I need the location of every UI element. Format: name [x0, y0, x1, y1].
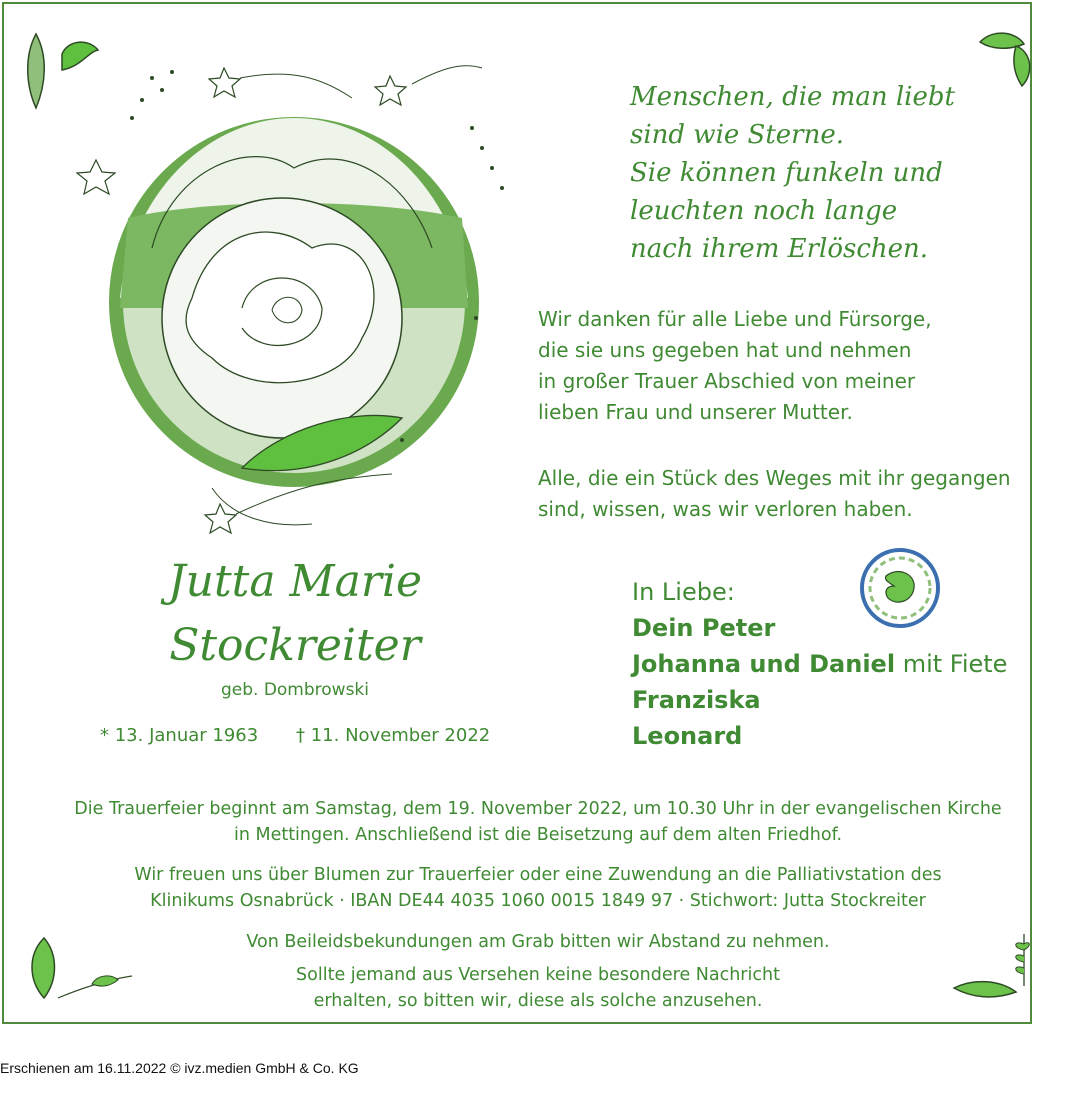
donation-notice: [60, 862, 1016, 914]
gratitude-paragraph: [538, 304, 932, 428]
birth-date: * 13. Januar 1963: [100, 725, 259, 746]
distance-notice: Von Beileidsbekundungen am Grab bitten wir Abstand zu nehmen.: [246, 932, 830, 952]
journey-line: sind, wissen, was wir verloren haben.: [538, 497, 913, 521]
death-date: † 11. November 2022: [296, 725, 491, 746]
rose-wreath-illustration: [72, 48, 532, 548]
donation-line: Klinikums Osnabrück · IBAN DE44 4035 1060 0015 1849 97 · Stichwort: Jutta Stockreiter: [150, 891, 926, 911]
deceased-last-name: Stockreiter: [169, 620, 421, 671]
service-line: Die Trauerfeier beginnt am Samstag, dem 19. November 2022, um 10.30 Uhr in der evangelischen Kirche: [74, 799, 1002, 819]
gratitude-line: die sie uns gegeben hat und nehmen: [538, 338, 912, 362]
journey-line: Alle, die ein Stück des Weges mit ihr gegangen: [538, 466, 1011, 490]
quote-line: Menschen, die man liebt: [630, 82, 955, 112]
mourner-name-extra: mit Fiete: [895, 650, 1008, 678]
quote-line: Sie können funkeln und: [630, 158, 943, 188]
mourner-name: Dein Peter: [632, 614, 776, 642]
maiden-name: geb. Dombrowski: [220, 680, 370, 700]
mourner-name: Franziska: [632, 686, 761, 714]
quote-line: sind wie Sterne.: [630, 120, 845, 150]
donation-line: Wir freuen uns über Blumen zur Trauerfeier oder eine Zuwendung an die Palliativstation des: [134, 865, 942, 885]
service-line: in Mettingen. Anschließend ist die Beisetzung auf dem alten Friedhof.: [233, 825, 843, 845]
gratitude-line: Wir danken für alle Liebe und Fürsorge,: [538, 307, 932, 331]
quote-line: nach ihrem Erlöschen.: [630, 234, 929, 264]
gratitude-line: lieben Frau und unserer Mutter.: [538, 400, 853, 424]
notification-notice: [60, 962, 1016, 1014]
journey-paragraph: [538, 463, 1011, 525]
mourners-intro: In Liebe:: [632, 578, 735, 606]
deceased-first-names: Jutta Marie: [168, 556, 422, 607]
service-notice: [60, 796, 1016, 848]
notification-line: erhalten, so bitten wir, diese als solche anzusehen.: [313, 991, 763, 1011]
mourner-name: Leonard: [632, 722, 743, 750]
quote-text: [630, 78, 955, 268]
leaf-top-right-icon: [976, 26, 1036, 90]
gratitude-line: in großer Trauer Abschied von meiner: [538, 369, 916, 393]
mourners-list: [632, 574, 1007, 754]
notification-line: Sollte jemand aus Versehen keine besondere Nachricht: [296, 965, 780, 985]
quote-line: leuchten noch lange: [630, 196, 898, 226]
mourner-name: Johanna und Daniel: [632, 650, 896, 678]
publication-footer: Erschienen am 16.11.2022 © ivz.medien GmbH & Co. KG: [0, 1060, 359, 1076]
